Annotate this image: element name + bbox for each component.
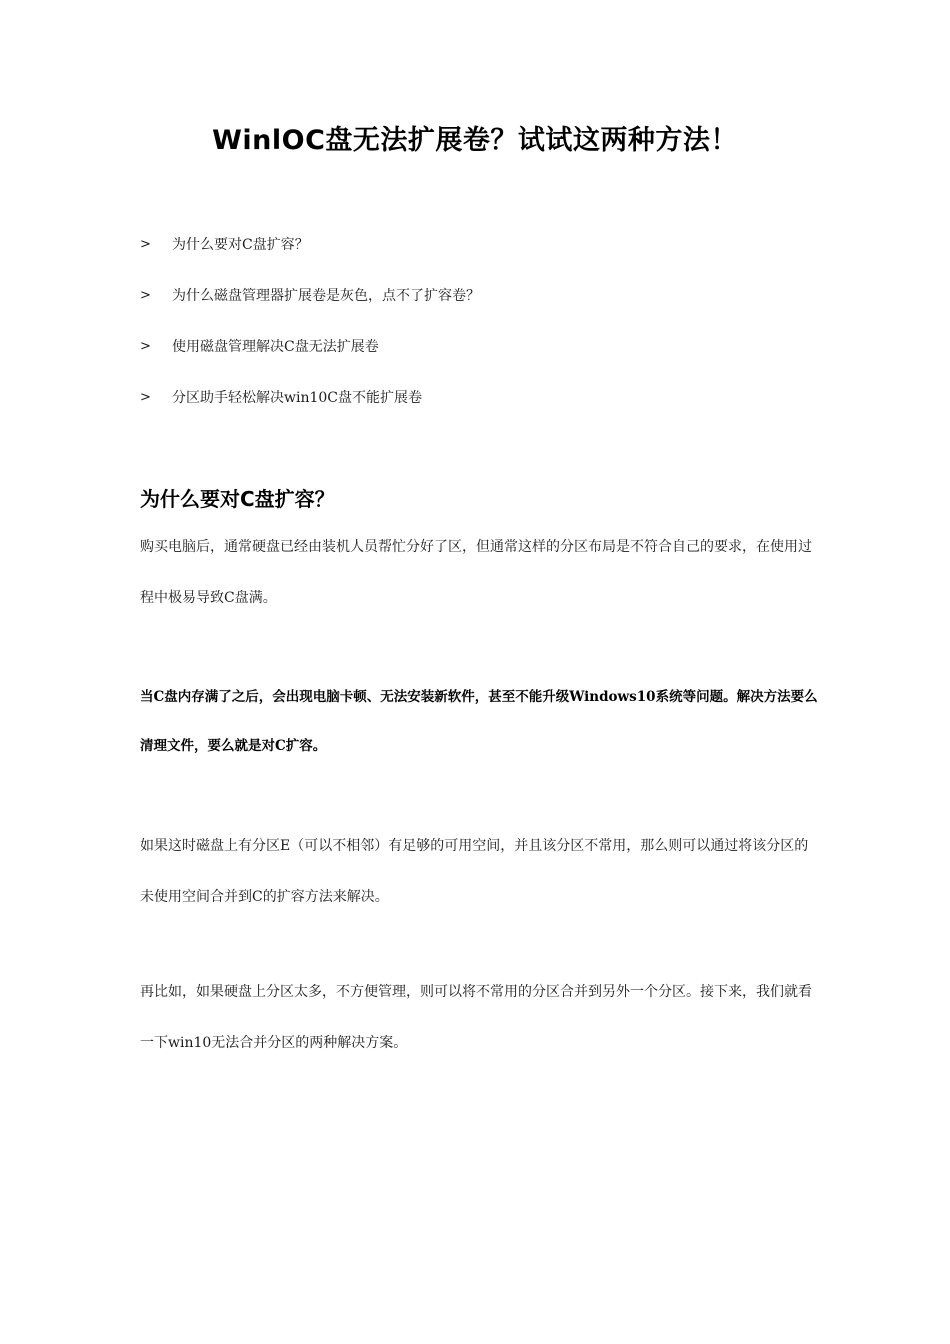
paragraph-merge-partition: 如果这时磁盘上有分区E（可以不相邻）有足够的可用空间，并且该分区不常用，那么则可以通过将该分区的未使用空间合并到C的扩容方法来解决。 bbox=[140, 838, 809, 905]
toc-bullet: > bbox=[140, 237, 151, 252]
paragraph-intro: 购买电脑后，通常硬盘已经由装机人员帮忙分好了区，但通常这样的分区布局是不符合自己的要求，在使用过程中极易导致C盘满。 bbox=[140, 539, 812, 606]
toc-item[interactable] bbox=[140, 386, 820, 437]
section-heading: 为什么要对C盘扩容？ bbox=[140, 487, 335, 511]
toc-item[interactable] bbox=[140, 335, 820, 386]
toc-item-label: 为什么磁盘管理器扩展卷是灰色，点不了扩容卷？ bbox=[172, 288, 480, 304]
toc-item-label: 为什么要对C盘扩容？ bbox=[172, 237, 309, 253]
paragraph-bold-emphasis: 当C盘内存满了之后，会出现电脑卡顿、无法安装新软件，甚至不能升级Windows10系统等问题。解决方法要么清理文件，要么就是对C扩容。 bbox=[140, 689, 818, 754]
paragraph-solutions: 再比如，如果硬盘上分区太多，不方便管理，则可以将不常用的分区合并到另外一个分区。接下来，我们就看一下win10无法合并分区的两种解决方案。 bbox=[140, 984, 812, 1051]
toc-bullet: > bbox=[140, 288, 151, 303]
toc-item-label: 使用磁盘管理解决C盘无法扩展卷 bbox=[172, 339, 379, 355]
toc-bullet: > bbox=[140, 339, 151, 354]
document-title: WinlOC盘无法扩展卷？试试这两种方法！ bbox=[212, 125, 738, 156]
toc-item[interactable] bbox=[140, 284, 820, 335]
toc-item[interactable] bbox=[140, 233, 820, 284]
table-of-contents bbox=[140, 233, 820, 437]
toc-bullet: > bbox=[140, 390, 151, 405]
toc-item-label: 分区助手轻松解决win10C盘不能扩展卷 bbox=[172, 390, 423, 406]
